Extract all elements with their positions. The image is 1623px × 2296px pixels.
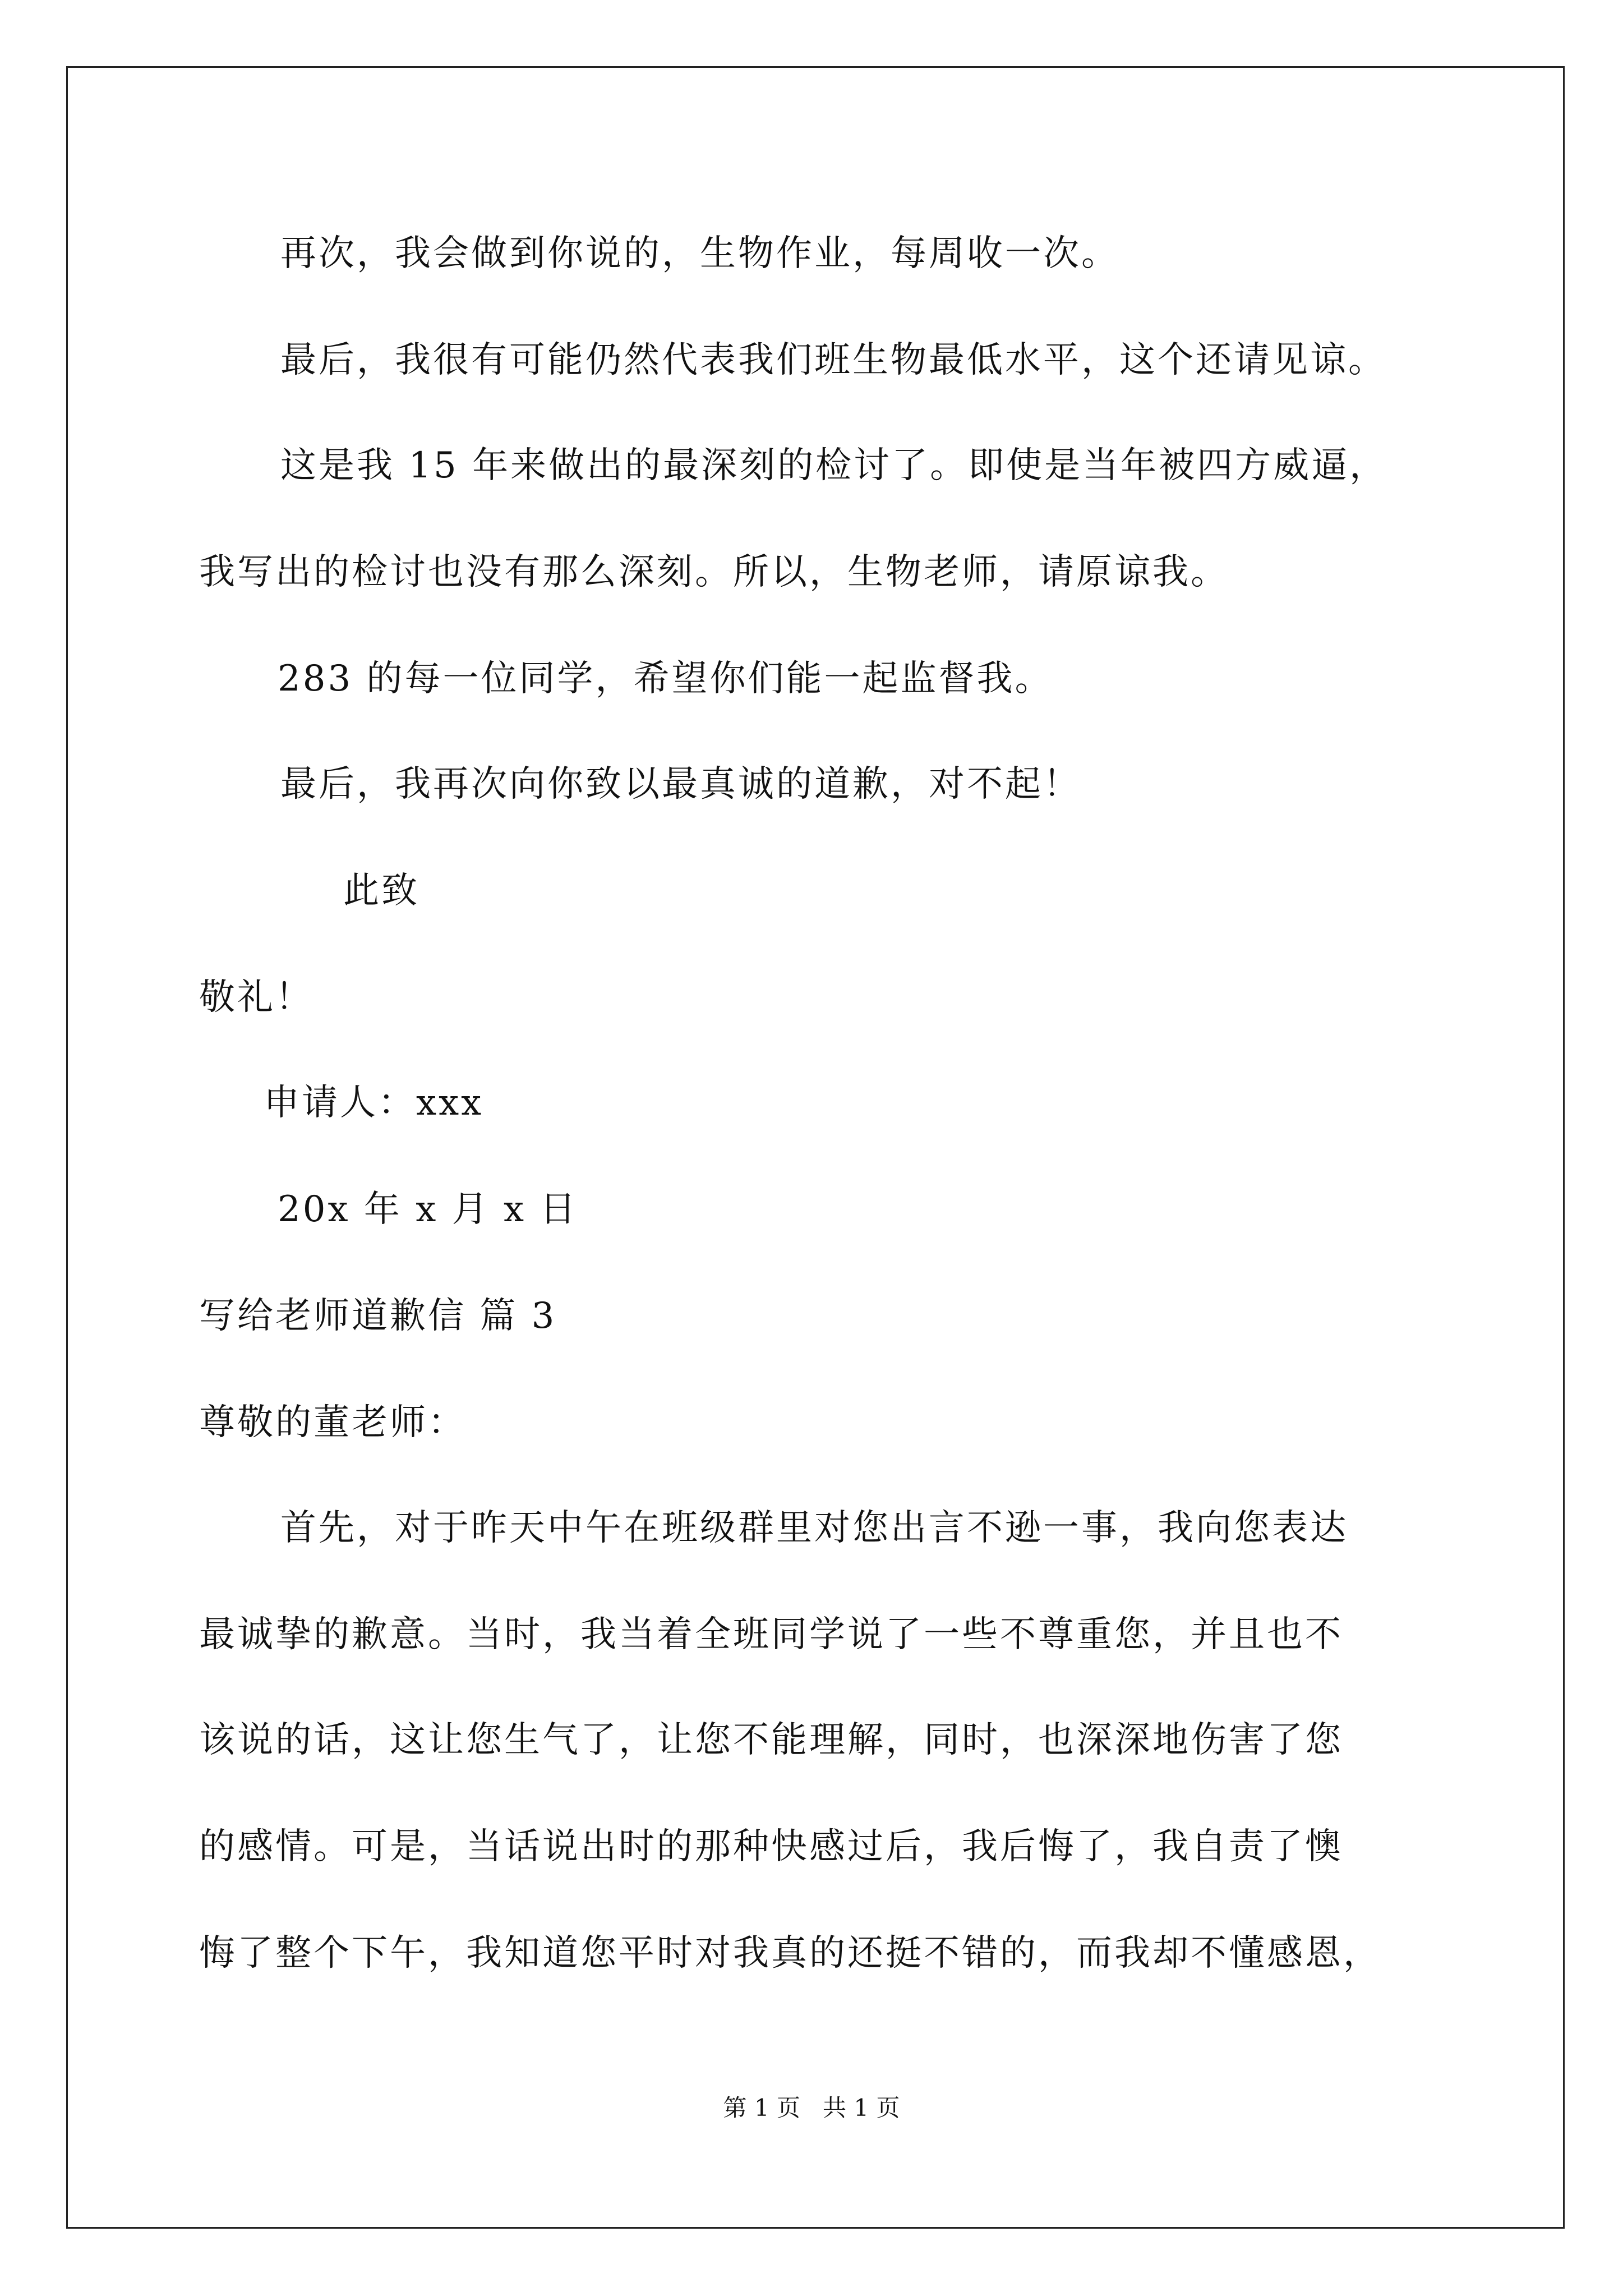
letter-greeting: 尊敬的董老师： <box>199 1402 466 1443</box>
paragraph-line: 这是我 15 年来做出的最深刻的检讨了。即使是当年被四方威逼， <box>280 445 1388 486</box>
paragraph-line: 我写出的检讨也没有那么深刻。所以，生物老师，请原谅我。 <box>199 551 1229 593</box>
paragraph-line: 悔了整个下午，我知道您平时对我真的还挺不错的，而我却不懂感恩， <box>199 1932 1381 1974</box>
paragraph-line: 的感情。可是，当话说出时的那种快感过后，我后悔了，我自责了懊 <box>199 1826 1343 1867</box>
paragraph-line: 首先，对于昨天中午在班级群里对您出言不逊一事，我向您表达 <box>280 1507 1348 1549</box>
paragraph-line: 该说的话，这让您生气了，让您不能理解，同时，也深深地伤害了您 <box>199 1719 1343 1761</box>
closing-regards: 敬礼！ <box>199 977 313 1018</box>
applicant-signature: 申请人：xxx <box>264 1082 484 1124</box>
page-border <box>66 66 1565 2229</box>
page-number: 第 1 页 共 1 页 <box>723 2094 900 2122</box>
paragraph-line: 最后，我再次向你致以最真诚的道歉，对不起！ <box>280 763 1081 805</box>
paragraph-line: 再次，我会做到你说的，生物作业，每周收一次。 <box>280 233 1119 274</box>
letter-date: 20x 年 x 月 x 日 <box>278 1189 578 1230</box>
paragraph-line: 最后，我很有可能仍然代表我们班生物最低水平，这个还请见谅。 <box>280 339 1386 381</box>
section-heading: 写给老师道歉信 篇 3 <box>199 1295 557 1337</box>
paragraph-line: 283 的每一位同学，希望你们能一起监督我。 <box>278 658 1053 700</box>
closing-salutation: 此致 <box>343 870 419 912</box>
paragraph-line: 最诚挚的歉意。当时，我当着全班同学说了一些不尊重您，并且也不 <box>199 1614 1343 1655</box>
